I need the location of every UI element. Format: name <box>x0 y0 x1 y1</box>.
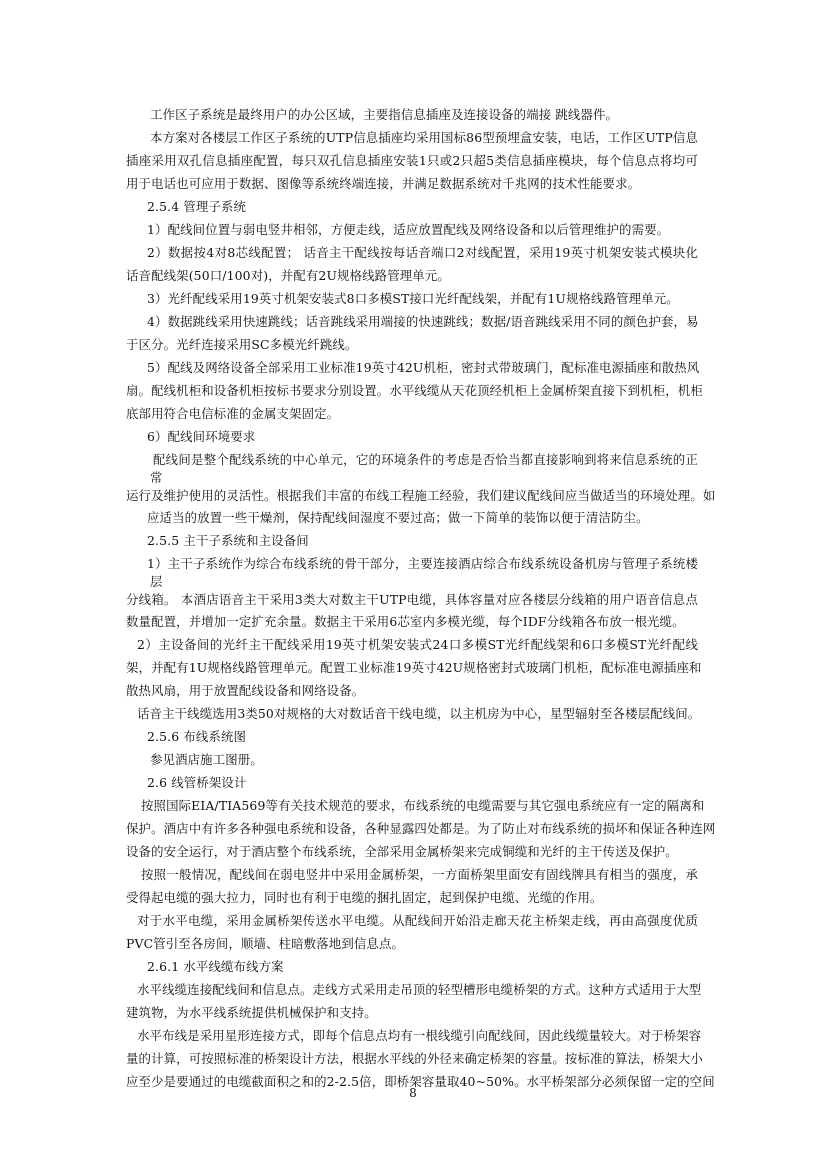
text-line: 应适当的放置一些干燥剂，保持配线间湿度不要过高；做一下简单的装饰以便于清洁防尘。 <box>147 510 649 525</box>
text-line: 按照一般情况，配线间在弱电竖井中采用金属桥架，一方面桥架里面安有固线牌具有相当的强度，承 <box>141 867 698 882</box>
section-heading: 2.5.4 管理子系统 <box>147 199 247 214</box>
text-line: 受得起电缆的强大拉力，同时也有利于电缆的捆扎固定，起到保护电缆、光缆的作用。 <box>126 890 603 905</box>
text-line: 层 <box>150 574 163 589</box>
text-line: 设备的安全运行，对于酒店整个布线系统，全部采用金属桥架来完成铜缆和光纤的主干传送及保护。 <box>126 844 678 859</box>
text-line: 1）配线间位置与弱电竖井相邻，方便走线，适应放置配线及网络设备和以后管理维护的需要。 <box>147 222 670 237</box>
text-line: 插座采用双孔信息插座配置，每只双孔信息插座安装1只或2只超5类信息插座模块，每个信息点将均可 <box>126 153 698 168</box>
text-line: 保护。酒店中有许多各种强电系统和设备，各种显露四处都是。为了防止对布线系统的损坏和保证各种连网 <box>126 821 716 836</box>
section-heading: 2.5.6 布线系统图 <box>147 729 247 744</box>
text-line: 运行及维护使用的灵活性。根据我们丰富的布线工程施工经验，我们建议配线间应当做适当的环境处理。如 <box>126 488 716 503</box>
text-line: 量的计算，可按照标准的桥架设计方法，根据水平线的外径来确定桥架的容量。按标准的算法，桥架大小 <box>126 1051 703 1066</box>
text-line: 话音主干线缆选用3类50对规格的大对数话音干线电缆，以主机房为中心，星型辐射至各楼层配线间。 <box>137 706 701 721</box>
text-line: 水平线缆连接配线间和信息点。走线方式采用走吊顶的轻型槽形电缆桥架的方式。这种方式适用于大型 <box>137 982 702 997</box>
text-line: 数量配置，并增加一定扩充余量。数据主干采用6芯室内多模光缆，每个IDF分线箱各布放一根光缆。 <box>126 614 685 629</box>
text-line: 用于电话也可应用于数据、图像等系统终端连接，并满足数据系统对千兆网的技术性能要求。 <box>126 176 641 191</box>
text-line: 建筑物，为水平线系统提供机械保护和支持。 <box>126 1005 377 1020</box>
text-line: 扇。配线机柜和设备机柜按标书要求分别设置。水平线缆从天花顶经机柜上金属桥架直接下到机柜，机柜 <box>126 383 703 398</box>
text-line: 水平布线是采用星形连接方式，即每个信息点均有一根线缆引向配线间，因此线缆量较大。对于桥架容 <box>137 1028 702 1043</box>
text-line: 配线间是整个配线系统的中心单元，它的环境条件的考虑是否恰当都直接影响到将来信息系统的正 <box>153 452 698 467</box>
text-line: 3）光纤配线采用19英寸机架安装式8口多模ST接口光纤配线架，并配有1U规格线路管理单元。 <box>147 291 679 306</box>
text-line: 分线箱。 本酒店语音主干采用3类大对数主干UTP电缆，具体容量对应各楼层分线箱的用户语音信息点 <box>126 592 698 607</box>
text-line: PVC管引至各房间，顺墙、柱暗敷落地到信息点。 <box>126 936 405 951</box>
text-line: 按照国际EIA/TIA569等有关技术规范的要求，布线系统的电缆需要与其它强电系统应有一定的隔离和 <box>141 798 705 813</box>
section-heading: 2.6.1 水平线缆布线方案 <box>147 959 284 974</box>
text-line: 话音配线架(50口/100对)，并配有2U规格线路管理单元。 <box>126 268 450 283</box>
text-line: 对于水平电缆，采用金属桥架传送水平电缆。从配线间开始沿走廊天花主桥架走线，再由高强度优质 <box>137 913 698 928</box>
text-line: 2）主设备间的光纤主干配线采用19英寸机架安装式24口多模ST光纤配线架和6口多模ST光纤配线 <box>137 637 698 652</box>
text-line: 应至少是要通过的电缆截面积之和的2-2.5倍，即桥架容量取40~50%。水平桥架部分必须保留一定的空间 <box>126 1074 715 1089</box>
page-number: 8 <box>409 1086 417 1100</box>
text-line: 本方案对各楼层工作区子系统的UTP信息插座均采用国标86型预埋盒安装，电话，工作区UTP信息 <box>150 130 698 145</box>
text-line: 参见酒店施工图册。 <box>150 752 263 767</box>
text-line: 底部用符合电信标准的金属支架固定。 <box>126 406 340 421</box>
text-line: 6）配线间环境要求 <box>147 429 256 444</box>
text-line: 2）数据按4对8芯线配置； 话音主干配线按每话音端口2对线配置，采用19英寸机架安装式模块化 <box>147 245 698 260</box>
section-heading: 2.5.5 主干子系统和主设备间 <box>147 533 309 548</box>
text-line: 工作区子系统是最终用户的办公区域，主要指信息插座及连接设备的端接 跳线器件。 <box>150 107 619 122</box>
text-line: 于区分。光纤连接采用SC多模光纤跳线。 <box>126 337 358 352</box>
text-line: 架，并配有1U规格线路管理单元。配置工业标准19英寸42U规格密封式玻璃门机柜，配标准电源插座和 <box>126 660 702 675</box>
text-line: 常 <box>150 470 163 485</box>
text-line: 4）数据跳线采用快速跳线；话音跳线采用端接的快速跳线；数据/语音跳线采用不同的颜色护套，易 <box>147 314 699 329</box>
text-line: 5）配线及网络设备全部采用工业标准19英寸42U机柜，密封式带玻璃门，配标准电源插座和散热风 <box>147 360 700 375</box>
text-line: 1）主干子系统作为综合布线系统的骨干部分，主要连接酒店综合布线系统设备机房与管理子系统楼 <box>147 556 698 571</box>
section-heading: 2.6 线管桥架设计 <box>147 775 247 790</box>
text-line: 散热风扇，用于放置配线设备和网络设备。 <box>126 683 365 698</box>
